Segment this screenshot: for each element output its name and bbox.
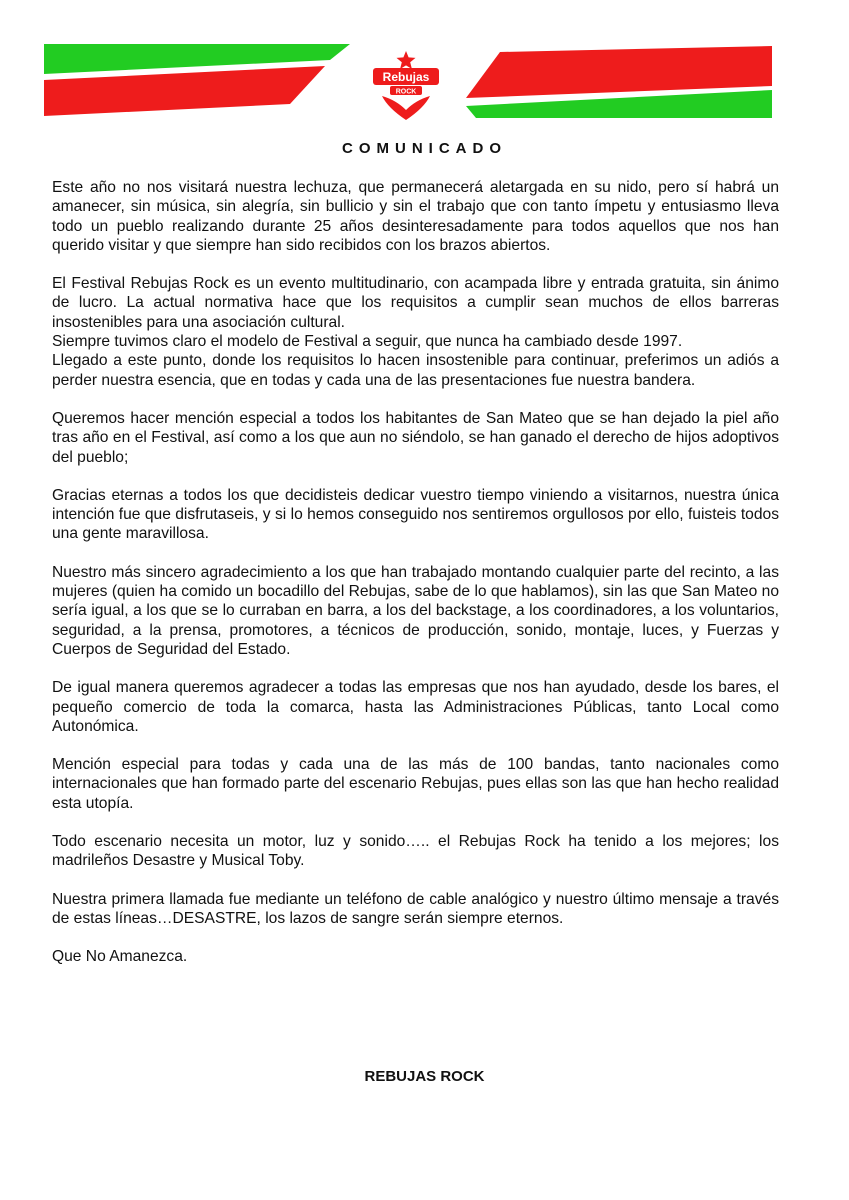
svg-text:ROCK: ROCK [395,88,417,96]
paragraph: Siempre tuvimos claro el modelo de Festival a seguir, que nunca ha cambiado desde 1997. [52,333,683,351]
signature: REBUJAS ROCK [364,1068,485,1085]
page-title: COMUNICADO [342,140,507,157]
paragraph: Mención especial para todas y cada una de las más de 100 bandas, tanto nacionales como internacionales que han formado parte del escenario Rebujas, pues ellas son las que han hecho realidad esta utopía. [52,756,779,812]
document-body [52,178,779,986]
paragraph: Llegado a este punto, donde los requisitos lo hacen insostenible para continuar, preferimos un adiós a perder nuestra esencia, que en todas y cada una de las presentaciones fue nuestra bandera. [52,352,779,389]
paragraph: Nuestro más sincero agradecimiento a los que han trabajado montando cualquier parte del recinto, a las mujeres (quien ha comido un bocadillo del Rebujas, sabe de lo que hablamos), sin las que San Mateo no sería igual, a los que se lo curraban en barra, a los del backstage, a los coordinadores, a los voluntarios, seguridad, a la prensa, promotores, a técnicos de producción, sonido, montaje, luces, y Fuerzas y Cuerpos de Seguridad del Estado. [52,563,779,658]
paragraph: Gracias eternas a todos los que decidisteis dedicar vuestro tiempo viniendo a visitarnos, nuestra única intención fue que disfrutaseis, y si lo hemos conseguido nos sentiremos orgullosos por ello, fuisteis todos una gente maravillosa. [52,486,779,543]
right-red-stripe [466,46,772,98]
paragraph: Todo escenario necesita un motor, luz y sonido….. el Rebujas Rock ha tenido a los mejores; los madrileños Desastre y Musical Toby. [52,833,779,870]
wings-icon [382,96,430,120]
paragraph: Este año no nos visitará nuestra lechuza, que permanecerá aletargada en su nido, pero sí habrá un amanecer, sin música, sin alegría, sin bullicio y sin el trabajo que con tanto ímpetu y entusiasmo lleva todo un pueblo realizando durante 25 años desinteresadamente para todos aquellos que nos han querido visitar y que siempre han sido recibidos con los brazos abiertos. [52,179,779,254]
svg-text:Rebujas: Rebujas [382,70,430,84]
star-icon [397,51,416,69]
left-red-stripe [44,66,325,116]
paragraph: Queremos hacer mención especial a todos los habitantes de San Mateo que se han dejado la piel año tras año en el Festival, así como a los que aun no siéndolo, se han ganado el derecho de hijos adoptivos del pueblo; [52,409,779,466]
paragraph: Que No Amanezca. [52,948,188,966]
paragraph: De igual manera queremos agradecer a todas las empresas que nos han ayudado, desde los bares, el pequeño comercio de toda la comarca, hasta las Administraciones Públicas, tanto Local como Autonómica. [52,679,779,735]
rebujas-rock-logo [373,51,439,120]
paragraph: Nuestra primera llamada fue mediante un teléfono de cable analógico y nuestro último mensaje a través de estas líneas…DESASTRE, los lazos de sangre serán siempre eternos. [52,890,779,927]
paragraph: El Festival Rebujas Rock es un evento multitudinario, con acampada libre y entrada gratuita, sin ánimo de lucro. La actual normativa hace que los requisitos a cumplir sean muchos de ellos barreras insostenibles para una asociación cultural. [52,275,779,331]
header-banner [0,0,849,130]
